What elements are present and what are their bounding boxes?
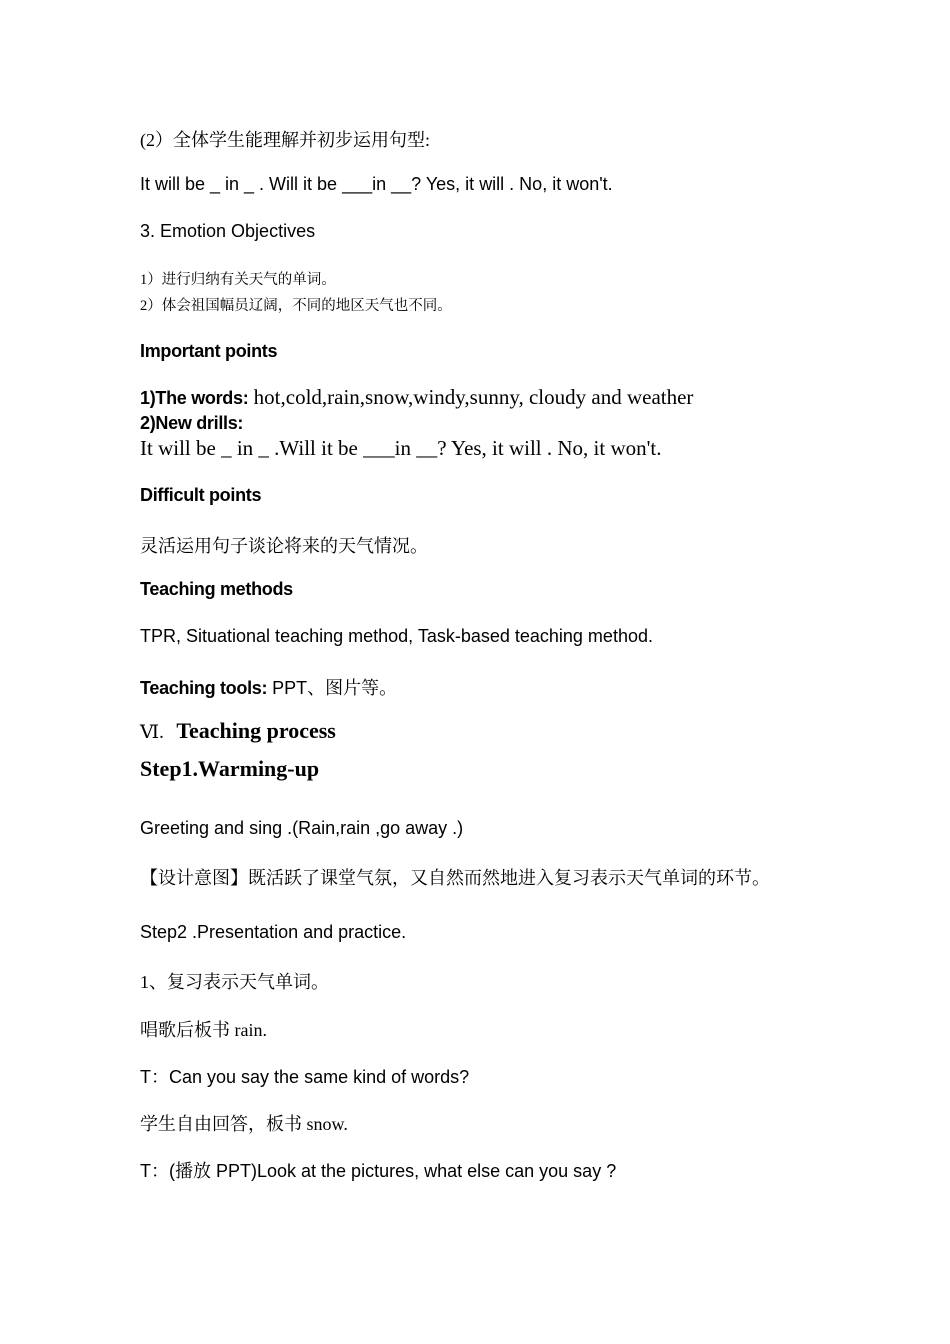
design-intent: 【设计意图】既活跃了课堂气氛，又自然而然地进入复习表示天气单词的环节。 bbox=[140, 868, 770, 888]
important-point-words-list: hot,cold,rain,snow,windy,sunny, cloudy and weather bbox=[248, 385, 694, 409]
section-title: Teaching process bbox=[176, 718, 336, 743]
teaching-tools-line bbox=[140, 674, 397, 700]
board-snow: 学生自由回答，板书 snow. bbox=[140, 1114, 348, 1134]
important-point-words-label: 1)The words: bbox=[140, 388, 249, 408]
emotion-objective-1: 1）进行归纳有关天气的单词。 bbox=[140, 272, 336, 288]
teaching-methods-text: TPR, Situational teaching method, Task-based teaching method. bbox=[140, 626, 653, 646]
sentence-objective-2: (2）全体学生能理解并初步运用句型: bbox=[140, 130, 430, 150]
teaching-tools-label: Teaching tools: bbox=[140, 678, 268, 698]
step2-heading: Step2 .Presentation and practice. bbox=[140, 922, 407, 942]
important-point-words bbox=[140, 385, 693, 410]
teaching-tools-text: PPT、图片等。 bbox=[267, 678, 398, 698]
emotion-objective-2: 2）体会祖国幅员辽阔，不同的地区天气也不同。 bbox=[140, 298, 452, 314]
teacher-question-2: T：(播放 PPT)Look at the pictures, what else can you say ? bbox=[140, 1161, 617, 1181]
board-rain: 唱歌后板书 rain. bbox=[140, 1020, 267, 1040]
step1-activity: Greeting and sing .(Rain,rain ,go away .) bbox=[140, 818, 464, 838]
heading-teaching-methods: Teaching methods bbox=[140, 579, 293, 599]
teacher-question-1: T：Can you say the same kind of words? bbox=[140, 1067, 470, 1087]
section-heading-emotion-objectives: 3. Emotion Objectives bbox=[140, 221, 316, 241]
heading-difficult-points: Difficult points bbox=[140, 485, 262, 505]
important-point-drills-label: 2)New drills: bbox=[140, 413, 244, 433]
heading-important-points: Important points bbox=[140, 341, 278, 361]
sentence-pattern: It will be _ in _ . Will it be ___in __? Yes, it will . No, it won't. bbox=[140, 174, 613, 194]
step2-item-1: 1、复习表示天气单词。 bbox=[140, 972, 329, 992]
difficult-point-text: 灵活运用句子谈论将来的天气情况。 bbox=[140, 536, 428, 556]
important-point-drills: It will be _ in _ .Will it be ___in __? Yes, it will . No, it won't. bbox=[140, 436, 662, 460]
section-teaching-process bbox=[140, 718, 336, 744]
step1-heading: Step1.Warming-up bbox=[140, 756, 320, 781]
section-numeral: Ⅵ. bbox=[140, 722, 164, 743]
